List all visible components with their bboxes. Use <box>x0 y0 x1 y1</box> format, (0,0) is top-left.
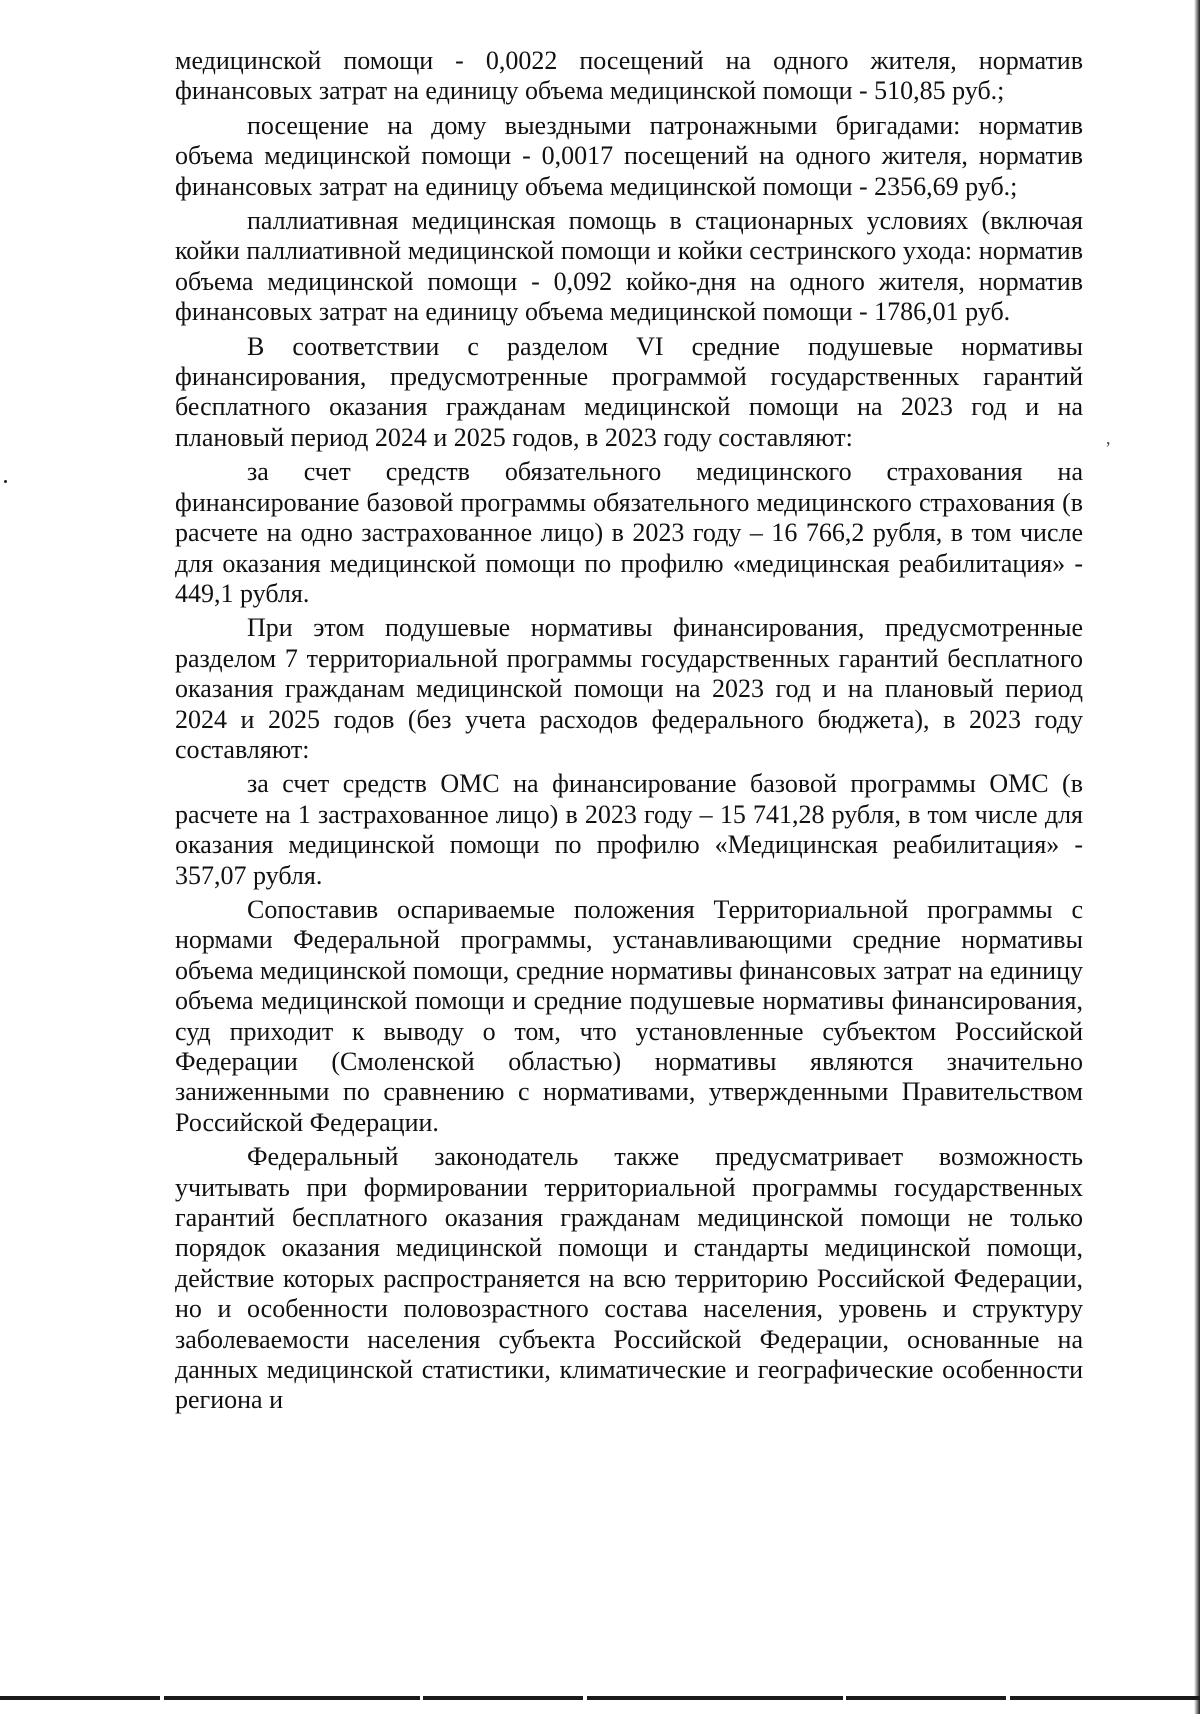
paragraph-2: посещение на дому выездными патронажными бригадами: норматив объема медицинской помощи - 0,0017 посещений на одного жителя, норматив финансовых затрат на единицу объема медицинской помощи - 2356,69 руб.; <box>175 110 1083 201</box>
document-page <box>175 46 1083 1416</box>
paragraph-7: за счет средств ОМС на финансирование базовой программы ОМС (в расчете на 1 застрахованное лицо) в 2023 году – 15 741,28 рубля, в том числе для оказания медицинской помощи по профилю «Медицинская реабилитация» - 357,07 рубля. <box>175 769 1083 890</box>
paragraph-9: Федеральный законодатель также предусматривает возможность учитывать при формировании территориальной программы государственных гарантий бесплатного оказания гражданам медицинской помощи не только порядок оказания медицинской помощи и стандарты медицинской помощи, действие которых распространяется на всю территорию Российской Федерации, но и особенности половозрастного состава населения, уровень и структуру заболеваемости населения субъекта Российской Федерации, основанные на данных медицинской статистики, климатические и географические особенности региона и <box>175 1142 1083 1415</box>
margin-mark: , <box>1106 428 1111 448</box>
paragraph-6: При этом подушевые нормативы финансирования, предусмотренные разделом 7 территориальной программы государственных гарантий бесплатного оказания гражданам медицинской помощи на 2023 год и на плановый период 2024 и 2025 годов (без учета расходов федерального бюджета), в 2023 году составляют: <box>175 613 1083 764</box>
scan-speck <box>4 480 7 483</box>
scan-edge-right <box>1194 0 1200 1714</box>
paragraph-1: медицинской помощи - 0,0022 посещений на одного жителя, норматив финансовых затрат на единицу объема медицинской помощи - 510,85 руб.; <box>175 46 1083 106</box>
scan-edge-bottom <box>0 1696 1200 1700</box>
paragraph-4: В соответствии с разделом VI средние подушевые нормативы финансирования, предусмотренные программой государственных гарантий бесплатного оказания гражданам медицинской помощи на 2023 год и на плановый период 2024 и 2025 годов, в 2023 году составляют: <box>175 331 1083 452</box>
paragraph-5: за счет средств обязательного медицинского страхования на финансирование базовой программы обязательного медицинского страхования (в расчете на одно застрахованное лицо) в 2023 году – 16 766,2 рубля, в том числе для оказания медицинской помощи по профилю «медицинская реабилитация» - 449,1 рубля. <box>175 457 1083 608</box>
paragraph-8: Сопоставив оспариваемые положения Территориальной программы с нормами Федеральной программы, устанавливающими средние нормативы объема медицинской помощи, средние нормативы финансовых затрат на единицу объема медицинской помощи и средние подушевые нормативы финансирования, суд приходит к выводу о том, что установленные субъектом Российской Федерации (Смоленской областью) нормативы являются значительно заниженными по сравнению с нормативами, утвержденными Правительством Российской Федерации. <box>175 894 1083 1137</box>
paragraph-3: паллиативная медицинская помощь в стационарных условиях (включая койки паллиативной медицинской помощи и койки сестринского ухода: норматив объема медицинской помощи - 0,092 койко-дня на одного жителя, норматив финансовых затрат на единицу объема медицинской помощи - 1786,01 руб. <box>175 206 1083 327</box>
